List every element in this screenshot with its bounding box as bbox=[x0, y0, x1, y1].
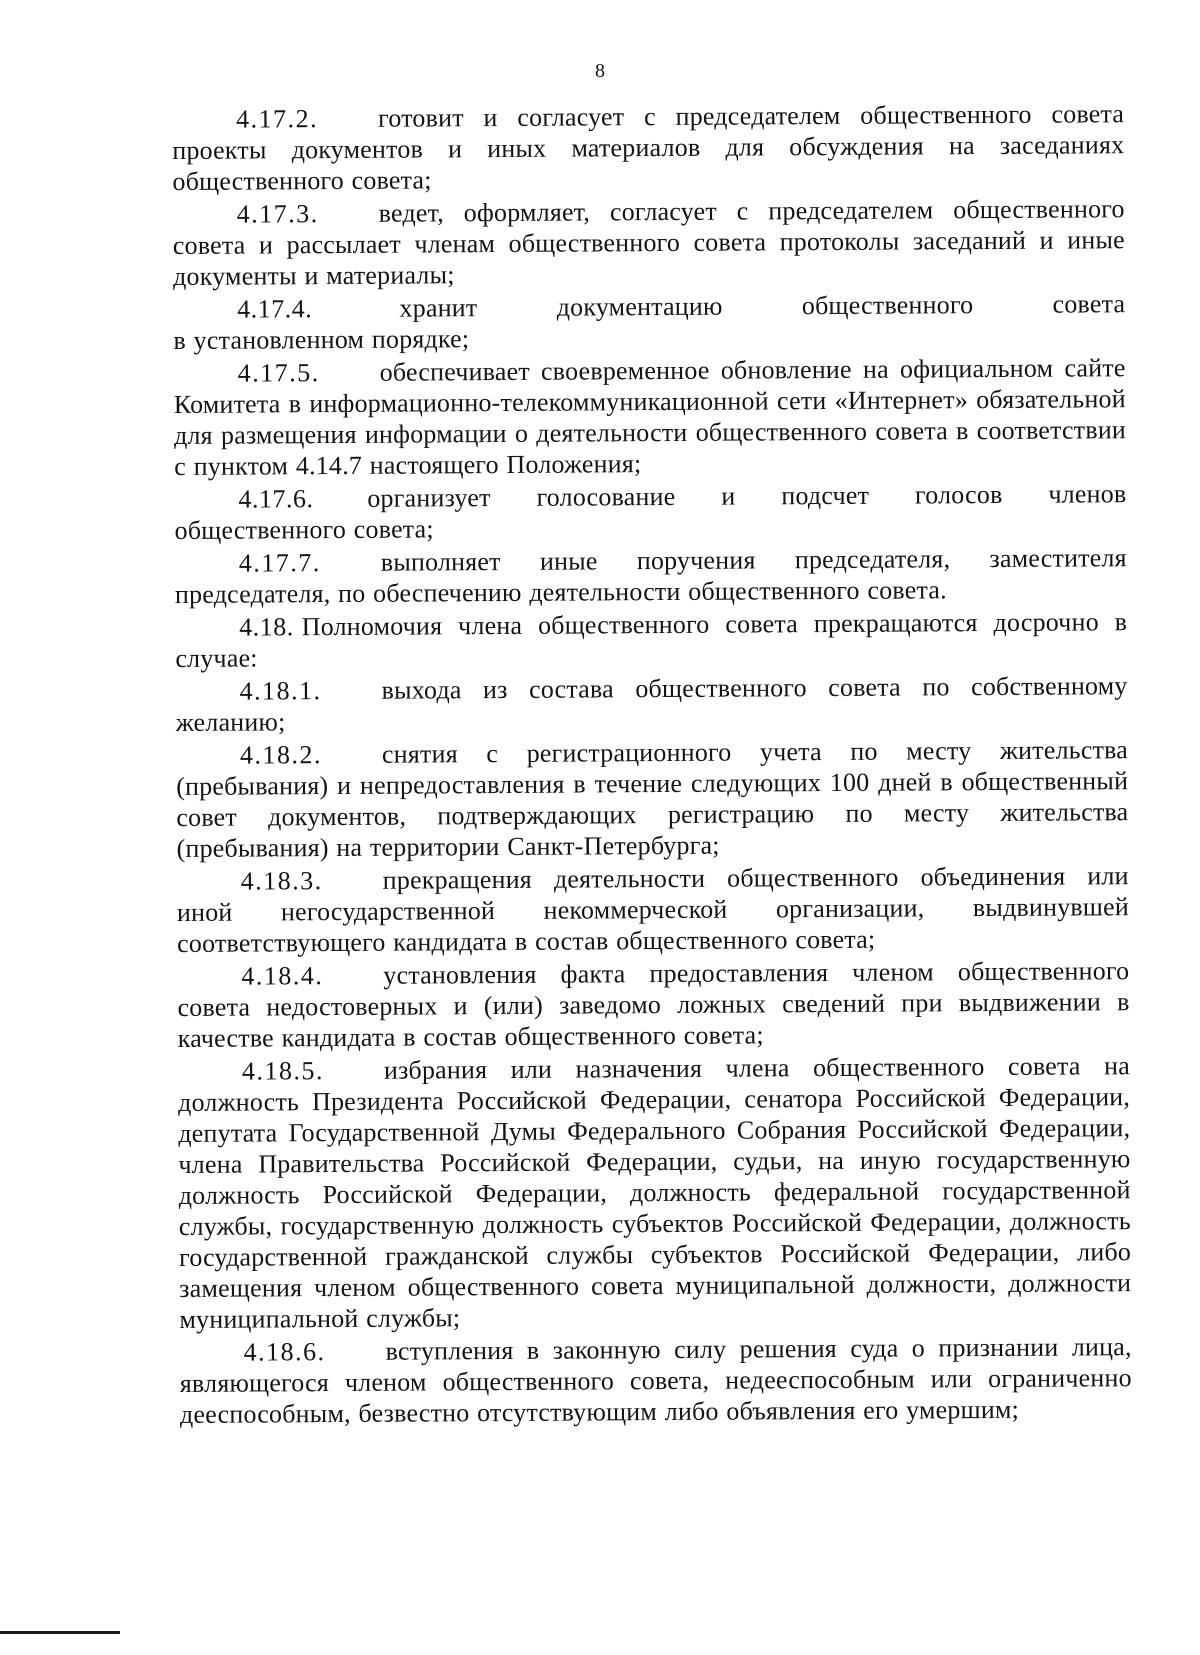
paragraph-text: снятия с регистрационного учета по месту жительства (пребывания) и непредоставления в течение следующих 100 дней в общественный совет документов, подтверждающих регистрацию по месту жительства (пребывания) на территории Санкт-Петербурга; bbox=[176, 735, 1129, 863]
paragraph-number: 4.18. bbox=[239, 612, 294, 642]
paragraph-4-17-5 bbox=[174, 352, 1127, 482]
word: общественного bbox=[801, 290, 974, 321]
paragraph-number: 4.18.6. bbox=[243, 1337, 326, 1367]
paragraph-number: 4.17.5. bbox=[237, 358, 320, 388]
paragraph-4-17-3 bbox=[173, 193, 1126, 292]
word: голосов bbox=[914, 479, 1003, 510]
word: голосование bbox=[536, 481, 676, 512]
paragraph-4-17-2 bbox=[172, 98, 1125, 197]
word: подсчет bbox=[781, 480, 870, 511]
paragraph-4-17-7 bbox=[175, 542, 1127, 610]
paragraph-number: 4.17.6. bbox=[238, 484, 314, 514]
paragraph-number: 4.17.7. bbox=[238, 548, 321, 578]
paragraph-text: выполняет иные поручения председателя, заместителя председателя, по обеспечению деятельности общественного совета. bbox=[174, 543, 1127, 609]
paragraph-number: 4.17.2. bbox=[236, 104, 319, 134]
paragraph-4-18-6 bbox=[180, 1331, 1133, 1430]
paragraph-4-18-4 bbox=[177, 955, 1130, 1054]
paragraph-text: выхода из состава общественного совета по собственному желанию; bbox=[175, 671, 1128, 737]
word: документацию bbox=[556, 291, 723, 322]
paragraph-number: 4.18.1. bbox=[239, 676, 322, 706]
paragraph-text: общественного совета; bbox=[174, 514, 434, 545]
paragraph-number: 4.17.3. bbox=[236, 199, 319, 229]
paragraph-number: 4.18.5. bbox=[241, 1056, 324, 1086]
paragraph-number: 4.18.4. bbox=[241, 961, 324, 991]
paragraph-4-18-1 bbox=[175, 670, 1127, 738]
paragraph-text: избрания или назначения члена общественного совета на должность Президента Российской Федерации, сенатора Российской Федерации, депутата Государственной Думы Федерального Собрания Российской Федерации, члена Правительства Российской Федерации, судьи, на иную государственную должность Российской Федерации, должность федеральной государственной службы, государственную должность субъектов Российской Федерации, должность государственной гражданской службы субъектов Российской Федерации, либо замещения членом общественного совета муниципальной должности, должности муниципальной службы; bbox=[178, 1051, 1132, 1334]
page-number: 8 bbox=[595, 60, 605, 82]
paragraph-text: вступления в законную силу решения суда о признании лица, являющегося членом общественного совета, недееспособным или ограниченно дееспособным, безвестно отсутствующим либо объявления его умершим; bbox=[179, 1332, 1132, 1429]
paragraph-number: 4.17.4. bbox=[237, 294, 313, 324]
paragraph-text: ведет, оформляет, согласует с председателем общественного совета и рассылает членам общественного совета протоколы заседаний и иные документы и материалы; bbox=[172, 194, 1125, 291]
word: и bbox=[721, 481, 736, 511]
word: членов bbox=[1048, 479, 1127, 509]
paragraph-text: готовит и согласует с председателем общественного совета проекты документов и иных материалов для обсуждения на заседаниях общественного совета; bbox=[172, 99, 1125, 196]
paragraph-text: Полномочия члена общественного совета прекращаются досрочно в случае: bbox=[175, 607, 1128, 673]
paragraph-first-line bbox=[174, 478, 1126, 515]
paragraph-text: в установленном порядке; bbox=[173, 324, 470, 355]
word: хранит bbox=[399, 293, 478, 323]
word: организует bbox=[367, 483, 491, 513]
paragraph-text: прекращения деятельности общественного объединения или иной негосударственной некоммерческой организации, выдвинувшей соответствующего кандидата в состав общественного совета; bbox=[176, 861, 1130, 958]
scan-edge-line bbox=[0, 1631, 120, 1634]
document-body bbox=[172, 98, 1132, 1430]
paragraph-4-18 bbox=[175, 606, 1127, 674]
paragraph-4-18-5 bbox=[178, 1050, 1132, 1335]
paragraph-4-18-2 bbox=[176, 734, 1129, 864]
paragraph-4-18-3 bbox=[177, 860, 1130, 959]
paragraph-4-17-4 bbox=[173, 288, 1125, 356]
word: совета bbox=[1052, 289, 1126, 319]
paragraph-number: 4.18.3. bbox=[240, 866, 323, 896]
paragraph-4-17-6 bbox=[174, 478, 1126, 546]
paragraph-text: обеспечивает своевременное обновление на официальном сайте Комитета в информационно-телекоммуникационной сети «Интернет» обязательной для размещения информации о деятельности общественного совета в соответствии с пунктом 4.14.7 настоящего Положения; bbox=[173, 353, 1127, 481]
paragraph-number: 4.18.2. bbox=[239, 740, 323, 770]
paragraph-text: установления факта предоставления членом общественного совета недостоверных и (или) заведомо ложных сведений при выдвижении в качестве кандидата в состав общественного совета; bbox=[177, 956, 1130, 1053]
